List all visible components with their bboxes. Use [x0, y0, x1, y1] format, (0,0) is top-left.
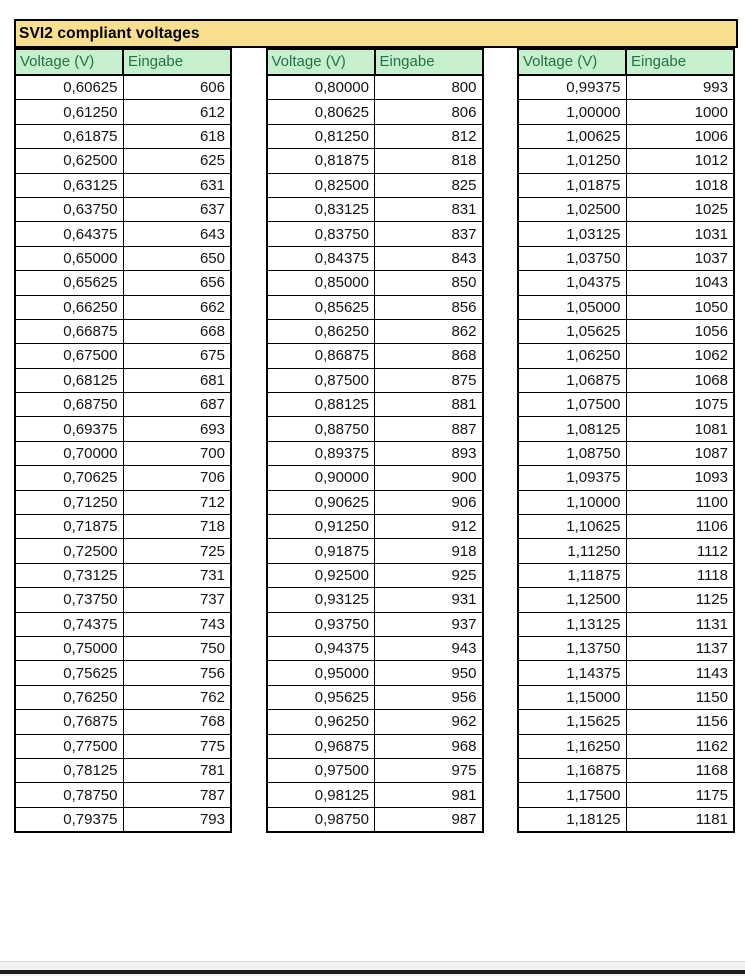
voltage-cell: 0,68125: [15, 368, 123, 392]
table-row: [267, 344, 483, 368]
eingabe-cell: 950: [375, 661, 483, 685]
table-row: [518, 515, 734, 539]
eingabe-cell: 1056: [626, 319, 734, 343]
eingabe-cell: 1031: [626, 222, 734, 246]
voltage-cell: 0,70625: [15, 466, 123, 490]
eingabe-cell: 1125: [626, 588, 734, 612]
voltage-table-3: [517, 48, 735, 833]
table-row: [15, 807, 231, 832]
voltage-cell: 1,11875: [518, 563, 626, 587]
voltage-cell: 1,10625: [518, 515, 626, 539]
voltage-cell: 1,03125: [518, 222, 626, 246]
voltage-cell: 1,13750: [518, 636, 626, 660]
voltage-cell: 1,02500: [518, 197, 626, 221]
eingabe-cell: 975: [375, 758, 483, 782]
voltage-cell: 0,85625: [267, 295, 375, 319]
table-row: [15, 783, 231, 807]
voltage-cell: 1,00625: [518, 124, 626, 148]
table-row: [518, 295, 734, 319]
voltage-cell: 0,98125: [267, 783, 375, 807]
table-row: [267, 75, 483, 100]
voltage-cell: 0,69375: [15, 417, 123, 441]
eingabe-cell: 925: [375, 563, 483, 587]
eingabe-cell: 1018: [626, 173, 734, 197]
eingabe-cell: 987: [375, 807, 483, 832]
eingabe-cell: 1025: [626, 197, 734, 221]
table-row: [267, 246, 483, 270]
eingabe-cell: 806: [375, 100, 483, 124]
eingabe-cell: 1168: [626, 758, 734, 782]
table-row: [267, 539, 483, 563]
table-row: [267, 515, 483, 539]
column-header-eingabe: Eingabe: [375, 49, 483, 75]
table-row: [518, 100, 734, 124]
voltage-cell: 1,01875: [518, 173, 626, 197]
table-row: [267, 124, 483, 148]
voltage-cell: 1,00000: [518, 100, 626, 124]
eingabe-cell: 887: [375, 417, 483, 441]
voltage-cell: 0,66875: [15, 319, 123, 343]
table-row: [267, 319, 483, 343]
voltage-cell: 0,65625: [15, 271, 123, 295]
eingabe-cell: 993: [626, 75, 734, 100]
voltage-cell: 0,96250: [267, 710, 375, 734]
eingabe-cell: 631: [123, 173, 231, 197]
eingabe-cell: 1037: [626, 246, 734, 270]
table-row: [15, 466, 231, 490]
voltage-cell: 1,10000: [518, 490, 626, 514]
eingabe-cell: 1000: [626, 100, 734, 124]
eingabe-cell: 618: [123, 124, 231, 148]
table-row: [15, 490, 231, 514]
voltage-cell: 1,08125: [518, 417, 626, 441]
eingabe-cell: 650: [123, 246, 231, 270]
table-row: [518, 490, 734, 514]
table-row: [267, 588, 483, 612]
table-row: [267, 661, 483, 685]
voltage-cell: 0,73750: [15, 588, 123, 612]
eingabe-cell: 1012: [626, 149, 734, 173]
eingabe-cell: 662: [123, 295, 231, 319]
header-row: [15, 49, 231, 75]
table-row: [15, 75, 231, 100]
voltage-cell: 1,08750: [518, 441, 626, 465]
table-row: [267, 222, 483, 246]
table-row: [518, 758, 734, 782]
table-row: [15, 539, 231, 563]
table-row: [15, 612, 231, 636]
table-row: [518, 636, 734, 660]
table-row: [518, 344, 734, 368]
eingabe-cell: 693: [123, 417, 231, 441]
column-header-voltage: Voltage (V): [15, 49, 123, 75]
voltage-cell: 1,17500: [518, 783, 626, 807]
eingabe-cell: 612: [123, 100, 231, 124]
voltage-cell: 0,64375: [15, 222, 123, 246]
eingabe-cell: 1106: [626, 515, 734, 539]
voltage-cell: 0,78125: [15, 758, 123, 782]
voltage-cell: 0,65000: [15, 246, 123, 270]
table-row: [15, 124, 231, 148]
table-row: [267, 100, 483, 124]
column-header-voltage: Voltage (V): [518, 49, 626, 75]
eingabe-cell: 1081: [626, 417, 734, 441]
table-row: [15, 344, 231, 368]
voltage-cell: 0,80000: [267, 75, 375, 100]
table-row: [15, 734, 231, 758]
eingabe-cell: 637: [123, 197, 231, 221]
voltage-cell: 1,15625: [518, 710, 626, 734]
header-row: [518, 49, 734, 75]
table-row: [518, 417, 734, 441]
table-row: [15, 246, 231, 270]
table-row: [267, 636, 483, 660]
eingabe-cell: 681: [123, 368, 231, 392]
table-row: [267, 417, 483, 441]
table-row: [518, 441, 734, 465]
eingabe-cell: 912: [375, 515, 483, 539]
voltage-cell: 1,11250: [518, 539, 626, 563]
eingabe-cell: 875: [375, 368, 483, 392]
eingabe-cell: 1093: [626, 466, 734, 490]
eingabe-cell: 1043: [626, 271, 734, 295]
table-row: [15, 563, 231, 587]
table-row: [15, 295, 231, 319]
eingabe-cell: 881: [375, 393, 483, 417]
table-row: [267, 734, 483, 758]
eingabe-cell: 868: [375, 344, 483, 368]
eingabe-cell: 956: [375, 685, 483, 709]
table-row: [518, 588, 734, 612]
table-row: [518, 368, 734, 392]
voltage-cell: 0,83125: [267, 197, 375, 221]
eingabe-cell: 731: [123, 563, 231, 587]
voltage-cell: 0,76875: [15, 710, 123, 734]
voltage-cell: 0,84375: [267, 246, 375, 270]
eingabe-cell: 937: [375, 612, 483, 636]
eingabe-cell: 743: [123, 612, 231, 636]
eingabe-cell: 831: [375, 197, 483, 221]
voltage-cell: 0,87500: [267, 368, 375, 392]
eingabe-cell: 1050: [626, 295, 734, 319]
voltage-cell: 0,63125: [15, 173, 123, 197]
voltage-cell: 0,85000: [267, 271, 375, 295]
eingabe-cell: 625: [123, 149, 231, 173]
voltage-cell: 0,90000: [267, 466, 375, 490]
table-row: [267, 295, 483, 319]
table-row: [518, 75, 734, 100]
eingabe-cell: 750: [123, 636, 231, 660]
column-header-eingabe: Eingabe: [123, 49, 231, 75]
voltage-cell: 1,18125: [518, 807, 626, 832]
voltage-cell: 0,83750: [267, 222, 375, 246]
voltage-cell: 0,82500: [267, 173, 375, 197]
table-row: [518, 685, 734, 709]
table-row: [518, 710, 734, 734]
table-row: [15, 100, 231, 124]
eingabe-cell: 825: [375, 173, 483, 197]
table-row: [267, 490, 483, 514]
table-row: [518, 807, 734, 832]
voltage-cell: 1,16875: [518, 758, 626, 782]
voltage-cell: 1,13125: [518, 612, 626, 636]
table-row: [15, 636, 231, 660]
voltage-cell: 0,61250: [15, 100, 123, 124]
table-row: [15, 173, 231, 197]
eingabe-cell: 968: [375, 734, 483, 758]
eingabe-cell: 1087: [626, 441, 734, 465]
eingabe-cell: 862: [375, 319, 483, 343]
voltage-cell: 1,09375: [518, 466, 626, 490]
eingabe-cell: 1150: [626, 685, 734, 709]
voltage-cell: 1,14375: [518, 661, 626, 685]
voltage-cell: 0,71250: [15, 490, 123, 514]
voltage-cell: 0,74375: [15, 612, 123, 636]
table-row: [15, 515, 231, 539]
voltage-cell: 0,76250: [15, 685, 123, 709]
eingabe-cell: 837: [375, 222, 483, 246]
voltage-table-2: [266, 48, 484, 833]
voltage-cell: 1,04375: [518, 271, 626, 295]
voltage-cell: 0,91875: [267, 539, 375, 563]
table-row: [267, 149, 483, 173]
voltage-cell: 0,98750: [267, 807, 375, 832]
table-row: [518, 271, 734, 295]
eingabe-cell: 850: [375, 271, 483, 295]
voltage-cell: 0,88125: [267, 393, 375, 417]
voltage-cell: 1,15000: [518, 685, 626, 709]
table-row: [518, 222, 734, 246]
voltage-cell: 0,92500: [267, 563, 375, 587]
table-row: [518, 466, 734, 490]
table-row: [267, 685, 483, 709]
eingabe-cell: 1162: [626, 734, 734, 758]
voltage-cell: 0,61875: [15, 124, 123, 148]
column-header-eingabe: Eingabe: [626, 49, 734, 75]
eingabe-cell: 700: [123, 441, 231, 465]
voltage-cell: 0,95625: [267, 685, 375, 709]
voltage-cell: 1,05625: [518, 319, 626, 343]
voltage-cell: 0,88750: [267, 417, 375, 441]
eingabe-cell: 1143: [626, 661, 734, 685]
voltage-cell: 0,60625: [15, 75, 123, 100]
table-row: [267, 710, 483, 734]
eingabe-cell: 1112: [626, 539, 734, 563]
voltage-cell: 0,62500: [15, 149, 123, 173]
voltage-cell: 1,07500: [518, 393, 626, 417]
table-row: [267, 563, 483, 587]
table-row: [267, 173, 483, 197]
voltage-cell: 0,78750: [15, 783, 123, 807]
eingabe-cell: 675: [123, 344, 231, 368]
voltage-cell: 0,75625: [15, 661, 123, 685]
voltage-cell: 0,89375: [267, 441, 375, 465]
page-title: SVI2 compliant voltages: [19, 24, 200, 42]
voltage-cell: 0,81875: [267, 149, 375, 173]
voltage-cell: 0,75000: [15, 636, 123, 660]
title-banner: [14, 19, 738, 48]
table-row: [518, 319, 734, 343]
table-row: [15, 588, 231, 612]
table-row: [518, 173, 734, 197]
table-row: [267, 271, 483, 295]
voltage-cell: 0,97500: [267, 758, 375, 782]
table-row: [267, 612, 483, 636]
table-row: [518, 783, 734, 807]
eingabe-cell: 893: [375, 441, 483, 465]
header-row: [267, 49, 483, 75]
eingabe-cell: 656: [123, 271, 231, 295]
voltage-cell: 1,05000: [518, 295, 626, 319]
table-row: [267, 197, 483, 221]
table-row: [267, 783, 483, 807]
voltage-cell: 0,95000: [267, 661, 375, 685]
table-row: [518, 539, 734, 563]
voltage-cell: 1,03750: [518, 246, 626, 270]
voltage-cell: 0,86250: [267, 319, 375, 343]
table-row: [518, 563, 734, 587]
table-row: [518, 197, 734, 221]
voltage-cell: 1,06250: [518, 344, 626, 368]
voltage-cell: 1,12500: [518, 588, 626, 612]
eingabe-cell: 856: [375, 295, 483, 319]
table-row: [518, 734, 734, 758]
eingabe-cell: 725: [123, 539, 231, 563]
table-row: [15, 441, 231, 465]
bottom-window-chrome: [0, 961, 745, 970]
column-header-voltage: Voltage (V): [267, 49, 375, 75]
eingabe-cell: 900: [375, 466, 483, 490]
voltage-cell: 0,96875: [267, 734, 375, 758]
eingabe-cell: 762: [123, 685, 231, 709]
eingabe-cell: 1137: [626, 636, 734, 660]
table-row: [267, 466, 483, 490]
eingabe-cell: 1175: [626, 783, 734, 807]
table-row: [15, 368, 231, 392]
eingabe-cell: 906: [375, 490, 483, 514]
table-row: [518, 393, 734, 417]
eingabe-cell: 706: [123, 466, 231, 490]
table-row: [267, 807, 483, 832]
voltage-cell: 0,66250: [15, 295, 123, 319]
table-row: [15, 271, 231, 295]
voltage-cell: 0,71875: [15, 515, 123, 539]
table-row: [15, 222, 231, 246]
table-row: [518, 246, 734, 270]
eingabe-cell: 918: [375, 539, 483, 563]
eingabe-cell: 931: [375, 588, 483, 612]
table-row: [15, 661, 231, 685]
voltage-cell: 0,79375: [15, 807, 123, 832]
eingabe-cell: 800: [375, 75, 483, 100]
eingabe-cell: 787: [123, 783, 231, 807]
voltage-cell: 0,93125: [267, 588, 375, 612]
eingabe-cell: 606: [123, 75, 231, 100]
table-row: [15, 685, 231, 709]
eingabe-cell: 1131: [626, 612, 734, 636]
eingabe-cell: 781: [123, 758, 231, 782]
eingabe-cell: 1181: [626, 807, 734, 832]
eingabe-cell: 1075: [626, 393, 734, 417]
table-row: [267, 441, 483, 465]
eingabe-cell: 687: [123, 393, 231, 417]
table-row: [518, 124, 734, 148]
eingabe-cell: 793: [123, 807, 231, 832]
eingabe-cell: 756: [123, 661, 231, 685]
eingabe-cell: 962: [375, 710, 483, 734]
table-row: [518, 149, 734, 173]
eingabe-cell: 712: [123, 490, 231, 514]
table-row: [267, 368, 483, 392]
table-row: [15, 319, 231, 343]
table-row: [267, 758, 483, 782]
eingabe-cell: 1006: [626, 124, 734, 148]
table-row: [15, 197, 231, 221]
eingabe-cell: 812: [375, 124, 483, 148]
table-row: [15, 393, 231, 417]
table-row: [518, 661, 734, 685]
voltage-cell: 0,99375: [518, 75, 626, 100]
eingabe-cell: 818: [375, 149, 483, 173]
voltage-cell: 0,80625: [267, 100, 375, 124]
eingabe-cell: 943: [375, 636, 483, 660]
eingabe-cell: 981: [375, 783, 483, 807]
voltage-cell: 0,67500: [15, 344, 123, 368]
eingabe-cell: 718: [123, 515, 231, 539]
voltage-cell: 0,90625: [267, 490, 375, 514]
eingabe-cell: 1100: [626, 490, 734, 514]
voltage-cell: 0,63750: [15, 197, 123, 221]
eingabe-cell: 1068: [626, 368, 734, 392]
eingabe-cell: 775: [123, 734, 231, 758]
table-row: [518, 612, 734, 636]
table-row: [15, 149, 231, 173]
voltage-cell: 0,81250: [267, 124, 375, 148]
table-row: [15, 710, 231, 734]
voltage-cell: 0,94375: [267, 636, 375, 660]
table-row: [15, 758, 231, 782]
eingabe-cell: 768: [123, 710, 231, 734]
voltage-cell: 1,01250: [518, 149, 626, 173]
voltage-cell: 0,68750: [15, 393, 123, 417]
eingabe-cell: 1118: [626, 563, 734, 587]
eingabe-cell: 1156: [626, 710, 734, 734]
voltage-cell: 0,70000: [15, 441, 123, 465]
voltage-cell: 1,06875: [518, 368, 626, 392]
voltage-cell: 0,86875: [267, 344, 375, 368]
eingabe-cell: 643: [123, 222, 231, 246]
voltage-cell: 0,77500: [15, 734, 123, 758]
voltage-cell: 0,73125: [15, 563, 123, 587]
voltage-cell: 1,16250: [518, 734, 626, 758]
voltage-cell: 0,93750: [267, 612, 375, 636]
tables-row: [14, 48, 735, 833]
voltage-cell: 0,91250: [267, 515, 375, 539]
eingabe-cell: 1062: [626, 344, 734, 368]
voltage-table-1: [14, 48, 232, 833]
eingabe-cell: 668: [123, 319, 231, 343]
voltage-cell: 0,72500: [15, 539, 123, 563]
table-row: [267, 393, 483, 417]
eingabe-cell: 843: [375, 246, 483, 270]
table-row: [15, 417, 231, 441]
eingabe-cell: 737: [123, 588, 231, 612]
